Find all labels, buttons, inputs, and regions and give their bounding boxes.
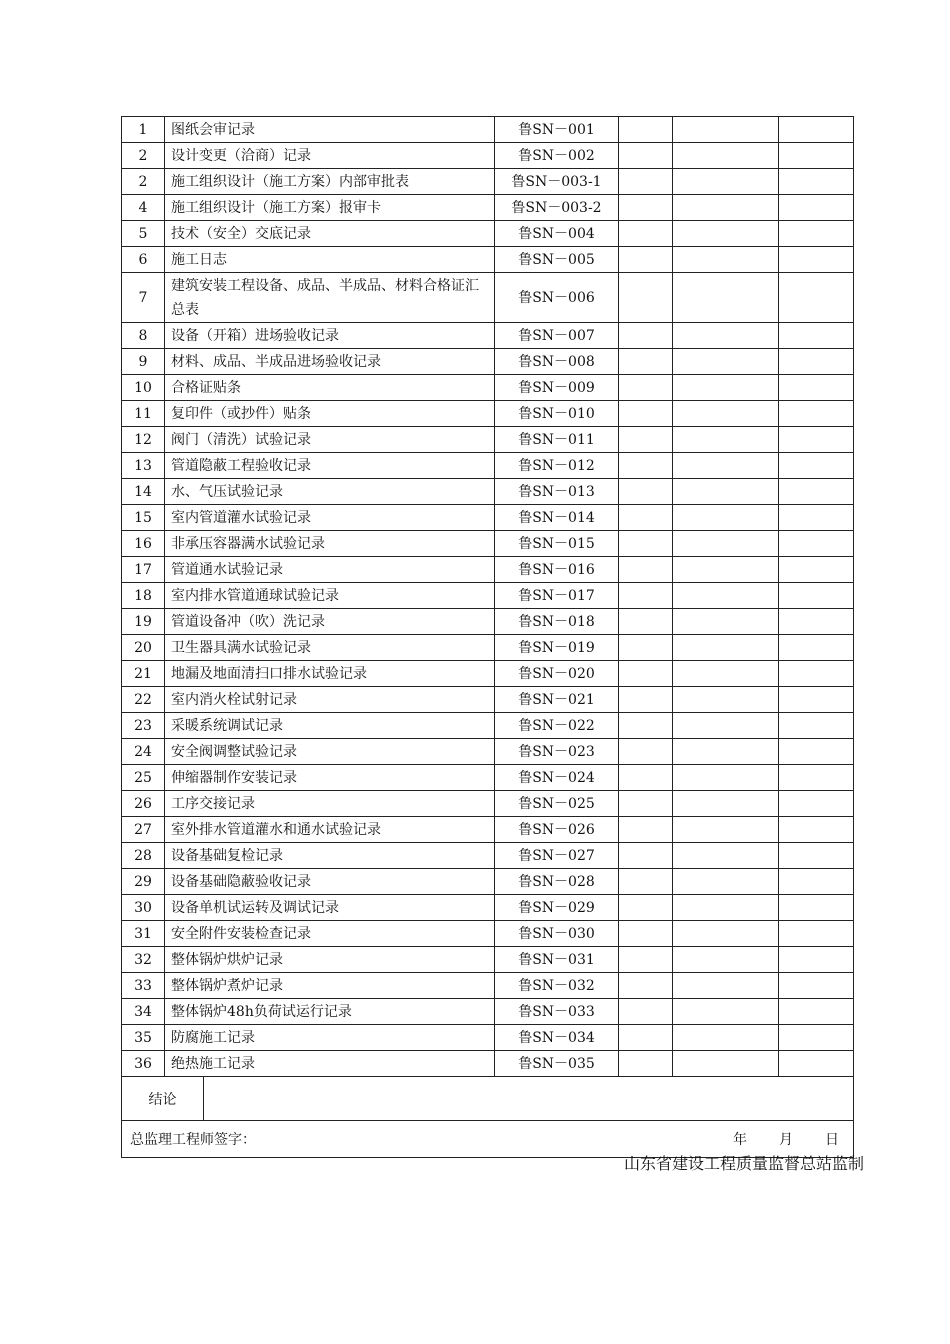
blank-cell-b[interactable] (673, 661, 779, 687)
blank-cell-a[interactable] (619, 375, 673, 401)
blank-cell-a[interactable] (619, 947, 673, 973)
row-number: 14 (122, 479, 165, 505)
blank-cell-a[interactable] (619, 557, 673, 583)
blank-cell-c[interactable] (779, 323, 854, 349)
blank-cell-b[interactable] (673, 479, 779, 505)
table-row (122, 273, 854, 323)
blank-cell-a[interactable] (619, 531, 673, 557)
form-code: 鲁SN－002 (495, 143, 619, 169)
table-row (122, 791, 854, 817)
record-name: 设备单机试运转及调试记录 (165, 895, 495, 921)
blank-cell-b[interactable] (673, 349, 779, 375)
table-row (122, 635, 854, 661)
blank-cell-b[interactable] (673, 169, 779, 195)
blank-cell-c[interactable] (779, 169, 854, 195)
row-number: 2 (122, 169, 165, 195)
issuer-footer: 山东省建设工程质量监督总站监制 (623, 1154, 864, 1173)
records-table-body (122, 117, 854, 1077)
form-code: 鲁SN－035 (495, 1051, 619, 1077)
row-number: 23 (122, 713, 165, 739)
blank-cell-b[interactable] (673, 817, 779, 843)
blank-cell-b[interactable] (673, 973, 779, 999)
table-row (122, 221, 854, 247)
row-number: 27 (122, 817, 165, 843)
blank-cell-a[interactable] (619, 609, 673, 635)
record-name: 整体锅炉烘炉记录 (165, 947, 495, 973)
blank-cell-c[interactable] (779, 895, 854, 921)
form-code: 鲁SN－009 (495, 375, 619, 401)
record-name: 阀门（清洗）试验记录 (165, 427, 495, 453)
blank-cell-c[interactable] (779, 195, 854, 221)
table-row (122, 401, 854, 427)
blank-cell-a[interactable] (619, 427, 673, 453)
form-code: 鲁SN－020 (495, 661, 619, 687)
table-row (122, 661, 854, 687)
row-number: 20 (122, 635, 165, 661)
record-name: 施工组织设计（施工方案）内部审批表 (165, 169, 495, 195)
table-row (122, 869, 854, 895)
blank-cell-b[interactable] (673, 401, 779, 427)
blank-cell-c[interactable] (779, 869, 854, 895)
blank-cell-a[interactable] (619, 479, 673, 505)
form-code: 鲁SN－014 (495, 505, 619, 531)
blank-cell-c[interactable] (779, 1051, 854, 1077)
row-number: 11 (122, 401, 165, 427)
blank-cell-b[interactable] (673, 557, 779, 583)
blank-cell-a[interactable] (619, 169, 673, 195)
table-row (122, 117, 854, 143)
blank-cell-c[interactable] (779, 557, 854, 583)
blank-cell-a[interactable] (619, 401, 673, 427)
blank-cell-b[interactable] (673, 869, 779, 895)
row-number: 13 (122, 453, 165, 479)
record-name: 室内排水管道通球试验记录 (165, 583, 495, 609)
table-row (122, 895, 854, 921)
record-name: 材料、成品、半成品进场验收记录 (165, 349, 495, 375)
record-name: 地漏及地面清扫口排水试验记录 (165, 661, 495, 687)
row-number: 31 (122, 921, 165, 947)
blank-cell-b[interactable] (673, 247, 779, 273)
blank-cell-c[interactable] (779, 505, 854, 531)
row-number: 34 (122, 999, 165, 1025)
form-code: 鲁SN－007 (495, 323, 619, 349)
record-name: 技术（安全）交底记录 (165, 221, 495, 247)
blank-cell-c[interactable] (779, 453, 854, 479)
row-number: 28 (122, 843, 165, 869)
blank-cell-c[interactable] (779, 635, 854, 661)
form-code: 鲁SN－015 (495, 531, 619, 557)
record-name: 非承压容器满水试验记录 (165, 531, 495, 557)
table-row (122, 921, 854, 947)
blank-cell-a[interactable] (619, 323, 673, 349)
form-code: 鲁SN－022 (495, 713, 619, 739)
blank-cell-c[interactable] (779, 713, 854, 739)
blank-cell-c[interactable] (779, 947, 854, 973)
table-row (122, 505, 854, 531)
record-name: 施工日志 (165, 247, 495, 273)
date-month[interactable]: 月 (779, 1132, 793, 1148)
blank-cell-b[interactable] (673, 583, 779, 609)
table-row (122, 583, 854, 609)
table-row (122, 195, 854, 221)
table-row (122, 1051, 854, 1077)
table-row (122, 349, 854, 375)
form-code: 鲁SN－029 (495, 895, 619, 921)
conclusion-row (122, 1077, 854, 1121)
form-code: 鲁SN－006 (495, 273, 619, 323)
blank-cell-c[interactable] (779, 999, 854, 1025)
blank-cell-a[interactable] (619, 921, 673, 947)
blank-cell-b[interactable] (673, 195, 779, 221)
record-name: 室内消火栓试射记录 (165, 687, 495, 713)
form-code: 鲁SN－003-2 (495, 195, 619, 221)
row-number: 9 (122, 349, 165, 375)
table-row (122, 739, 854, 765)
table-row (122, 713, 854, 739)
conclusion-section (121, 1076, 854, 1158)
table-row (122, 947, 854, 973)
row-number: 1 (122, 117, 165, 143)
blank-cell-c[interactable] (779, 427, 854, 453)
form-code: 鲁SN－016 (495, 557, 619, 583)
row-number: 25 (122, 765, 165, 791)
row-number: 6 (122, 247, 165, 273)
blank-cell-c[interactable] (779, 1025, 854, 1051)
signature-label: 总监理工程师签字： (130, 1132, 256, 1148)
record-name: 设计变更（洽商）记录 (165, 143, 495, 169)
row-number: 18 (122, 583, 165, 609)
row-number: 10 (122, 375, 165, 401)
record-name: 伸缩器制作安装记录 (165, 765, 495, 791)
form-code: 鲁SN－010 (495, 401, 619, 427)
blank-cell-a[interactable] (619, 247, 673, 273)
form-code: 鲁SN－021 (495, 687, 619, 713)
blank-cell-b[interactable] (673, 791, 779, 817)
form-code: 鲁SN－024 (495, 765, 619, 791)
row-number: 16 (122, 531, 165, 557)
blank-cell-c[interactable] (779, 143, 854, 169)
table-row (122, 557, 854, 583)
row-number: 7 (122, 273, 165, 323)
table-row (122, 609, 854, 635)
blank-cell-c[interactable] (779, 609, 854, 635)
blank-cell-a[interactable] (619, 843, 673, 869)
blank-cell-c[interactable] (779, 687, 854, 713)
record-name: 采暖系统调试记录 (165, 713, 495, 739)
form-code: 鲁SN－026 (495, 817, 619, 843)
date-fields (733, 1129, 839, 1149)
blank-cell-c[interactable] (779, 661, 854, 687)
blank-cell-b[interactable] (673, 947, 779, 973)
blank-cell-a[interactable] (619, 765, 673, 791)
blank-cell-c[interactable] (779, 221, 854, 247)
table-row (122, 687, 854, 713)
form-code: 鲁SN－028 (495, 869, 619, 895)
blank-cell-a[interactable] (619, 739, 673, 765)
table-row (122, 479, 854, 505)
record-name: 安全阀调整试验记录 (165, 739, 495, 765)
form-code: 鲁SN－013 (495, 479, 619, 505)
row-number: 8 (122, 323, 165, 349)
row-number: 17 (122, 557, 165, 583)
blank-cell-c[interactable] (779, 739, 854, 765)
record-name: 工序交接记录 (165, 791, 495, 817)
row-number: 15 (122, 505, 165, 531)
form-code: 鲁SN－008 (495, 349, 619, 375)
blank-cell-b[interactable] (673, 143, 779, 169)
table-row (122, 143, 854, 169)
blank-cell-b[interactable] (673, 221, 779, 247)
blank-cell-c[interactable] (779, 817, 854, 843)
blank-cell-b[interactable] (673, 323, 779, 349)
record-name: 复印件（或抄件）贴条 (165, 401, 495, 427)
row-number: 32 (122, 947, 165, 973)
blank-cell-c[interactable] (779, 921, 854, 947)
blank-cell-a[interactable] (619, 505, 673, 531)
table-row (122, 247, 854, 273)
record-name: 绝热施工记录 (165, 1051, 495, 1077)
record-name: 设备基础复检记录 (165, 843, 495, 869)
record-name: 整体锅炉煮炉记录 (165, 973, 495, 999)
blank-cell-c[interactable] (779, 401, 854, 427)
table-row (122, 427, 854, 453)
form-code: 鲁SN－011 (495, 427, 619, 453)
date-day[interactable]: 日 (825, 1132, 839, 1148)
record-name: 管道设备冲（吹）洗记录 (165, 609, 495, 635)
blank-cell-a[interactable] (619, 143, 673, 169)
row-number: 26 (122, 791, 165, 817)
conclusion-field[interactable] (204, 1077, 854, 1121)
row-number: 12 (122, 427, 165, 453)
blank-cell-a[interactable] (619, 999, 673, 1025)
form-code: 鲁SN－003-1 (495, 169, 619, 195)
blank-cell-b[interactable] (673, 999, 779, 1025)
row-number: 22 (122, 687, 165, 713)
blank-cell-b[interactable] (673, 765, 779, 791)
row-number: 5 (122, 221, 165, 247)
blank-cell-b[interactable] (673, 843, 779, 869)
blank-cell-b[interactable] (673, 427, 779, 453)
record-name: 图纸会审记录 (165, 117, 495, 143)
form-code: 鲁SN－001 (495, 117, 619, 143)
blank-cell-b[interactable] (673, 453, 779, 479)
row-number: 33 (122, 973, 165, 999)
blank-cell-c[interactable] (779, 117, 854, 143)
row-number: 29 (122, 869, 165, 895)
blank-cell-a[interactable] (619, 1025, 673, 1051)
record-name: 管道隐蔽工程验收记录 (165, 453, 495, 479)
blank-cell-c[interactable] (779, 531, 854, 557)
blank-cell-a[interactable] (619, 453, 673, 479)
record-name: 防腐施工记录 (165, 1025, 495, 1051)
form-code: 鲁SN－019 (495, 635, 619, 661)
row-number: 30 (122, 895, 165, 921)
blank-cell-c[interactable] (779, 273, 854, 323)
blank-cell-c[interactable] (779, 791, 854, 817)
record-name: 管道通水试验记录 (165, 557, 495, 583)
form-code: 鲁SN－012 (495, 453, 619, 479)
date-year[interactable]: 年 (733, 1132, 747, 1148)
table-row (122, 843, 854, 869)
blank-cell-a[interactable] (619, 973, 673, 999)
blank-cell-a[interactable] (619, 221, 673, 247)
blank-cell-a[interactable] (619, 583, 673, 609)
record-name: 施工组织设计（施工方案）报审卡 (165, 195, 495, 221)
blank-cell-a[interactable] (619, 273, 673, 323)
blank-cell-a[interactable] (619, 635, 673, 661)
blank-cell-b[interactable] (673, 739, 779, 765)
blank-cell-a[interactable] (619, 195, 673, 221)
row-number: 4 (122, 195, 165, 221)
row-number: 35 (122, 1025, 165, 1051)
blank-cell-b[interactable] (673, 635, 779, 661)
blank-cell-c[interactable] (779, 583, 854, 609)
blank-cell-b[interactable] (673, 1051, 779, 1077)
form-code: 鲁SN－034 (495, 1025, 619, 1051)
row-number: 2 (122, 143, 165, 169)
table-row (122, 765, 854, 791)
blank-cell-c[interactable] (779, 349, 854, 375)
record-name: 室内管道灌水试验记录 (165, 505, 495, 531)
table-row (122, 323, 854, 349)
records-table (121, 116, 854, 1077)
form-code: 鲁SN－017 (495, 583, 619, 609)
form-code: 鲁SN－031 (495, 947, 619, 973)
form-code: 鲁SN－032 (495, 973, 619, 999)
blank-cell-a[interactable] (619, 791, 673, 817)
records-sheet (121, 116, 853, 1158)
blank-cell-a[interactable] (619, 349, 673, 375)
table-row (122, 453, 854, 479)
record-name: 设备基础隐蔽验收记录 (165, 869, 495, 895)
table-row (122, 375, 854, 401)
blank-cell-c[interactable] (779, 843, 854, 869)
conclusion-label: 结论 (122, 1077, 204, 1121)
table-row (122, 531, 854, 557)
blank-cell-b[interactable] (673, 1025, 779, 1051)
blank-cell-b[interactable] (673, 713, 779, 739)
blank-cell-c[interactable] (779, 247, 854, 273)
record-name: 卫生器具满水试验记录 (165, 635, 495, 661)
row-number: 19 (122, 609, 165, 635)
form-code: 鲁SN－018 (495, 609, 619, 635)
blank-cell-a[interactable] (619, 1051, 673, 1077)
table-row (122, 973, 854, 999)
record-name: 室外排水管道灌水和通水试验记录 (165, 817, 495, 843)
form-code: 鲁SN－030 (495, 921, 619, 947)
table-row (122, 999, 854, 1025)
blank-cell-c[interactable] (779, 765, 854, 791)
blank-cell-a[interactable] (619, 661, 673, 687)
blank-cell-a[interactable] (619, 869, 673, 895)
record-name: 水、气压试验记录 (165, 479, 495, 505)
blank-cell-a[interactable] (619, 895, 673, 921)
blank-cell-b[interactable] (673, 375, 779, 401)
blank-cell-b[interactable] (673, 895, 779, 921)
blank-cell-b[interactable] (673, 505, 779, 531)
blank-cell-b[interactable] (673, 687, 779, 713)
blank-cell-b[interactable] (673, 921, 779, 947)
record-name: 合格证贴条 (165, 375, 495, 401)
blank-cell-a[interactable] (619, 713, 673, 739)
table-row (122, 817, 854, 843)
blank-cell-a[interactable] (619, 687, 673, 713)
form-code: 鲁SN－004 (495, 221, 619, 247)
row-number: 21 (122, 661, 165, 687)
blank-cell-c[interactable] (779, 375, 854, 401)
row-number: 24 (122, 739, 165, 765)
record-name: 整体锅炉48h负荷试运行记录 (165, 999, 495, 1025)
row-number: 36 (122, 1051, 165, 1077)
blank-cell-a[interactable] (619, 817, 673, 843)
table-row (122, 1025, 854, 1051)
record-name: 设备（开箱）进场验收记录 (165, 323, 495, 349)
blank-cell-a[interactable] (619, 117, 673, 143)
form-code: 鲁SN－027 (495, 843, 619, 869)
form-code: 鲁SN－025 (495, 791, 619, 817)
blank-cell-b[interactable] (673, 531, 779, 557)
blank-cell-b[interactable] (673, 117, 779, 143)
blank-cell-c[interactable] (779, 479, 854, 505)
form-code: 鲁SN－033 (495, 999, 619, 1025)
table-row (122, 169, 854, 195)
form-code: 鲁SN－023 (495, 739, 619, 765)
blank-cell-b[interactable] (673, 609, 779, 635)
blank-cell-b[interactable] (673, 273, 779, 323)
record-name: 建筑安装工程设备、成品、半成品、材料合格证汇总表 (165, 273, 495, 323)
form-code: 鲁SN－005 (495, 247, 619, 273)
blank-cell-c[interactable] (779, 973, 854, 999)
record-name: 安全附件安装检查记录 (165, 921, 495, 947)
